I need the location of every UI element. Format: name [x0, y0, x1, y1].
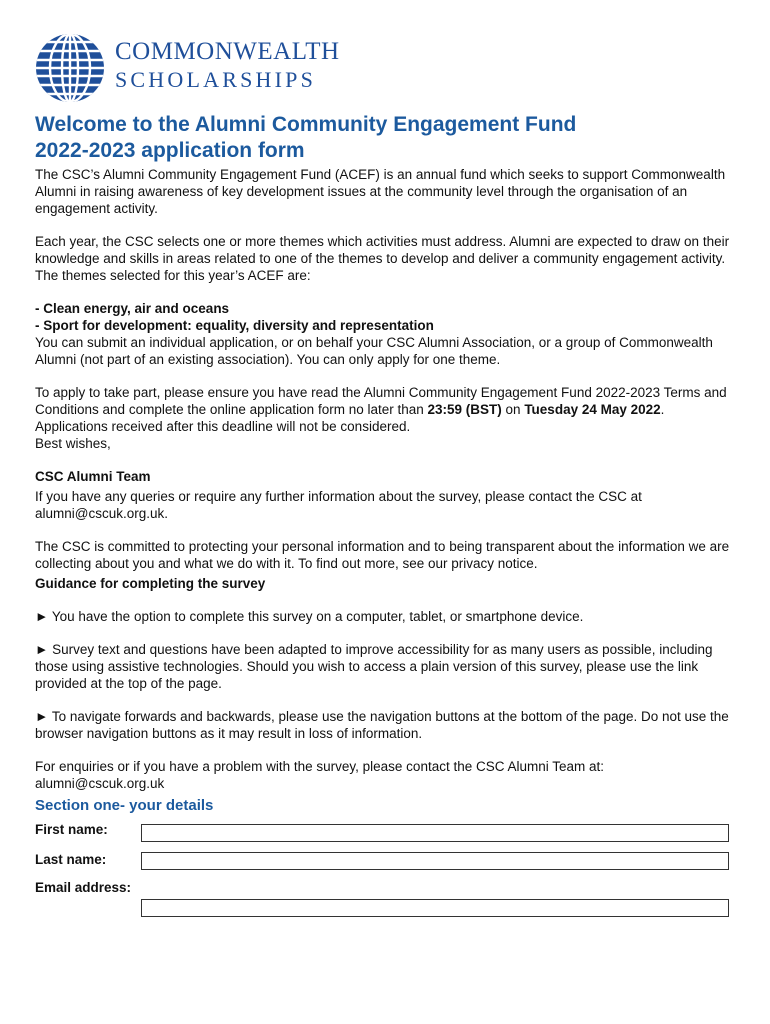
deadline-paragraph: To apply to take part, please ensure you have read the Alumni Community Engagement Fund 2022-2023 Terms and Conditions and complete the online application form no later than 23:59 (BST) on Tuesday 24 May 2022. Applications received after this deadline will not be considered. [35, 385, 727, 434]
last-name-input[interactable] [141, 852, 729, 870]
queries-paragraph: If you have any queries or require any further information about the survey, please contact the CSC at alumni@cscuk.org.uk. [35, 489, 642, 521]
section-one-heading: Section one- your details [35, 797, 214, 814]
deadline-date: Tuesday 24 May 2022 [524, 402, 661, 417]
guidance-heading: Guidance for completing the survey [35, 576, 266, 591]
main-content [35, 166, 735, 923]
email-label: Email address: [35, 880, 132, 895]
details-form [35, 821, 735, 923]
first-name-row [35, 821, 735, 851]
theme-1: - Clean energy, air and oceans [35, 301, 230, 316]
commonwealth-scholarships-logo [35, 33, 340, 109]
logo-line-1: COMMONWEALTH [115, 38, 340, 65]
intro-paragraph-2: Each year, the CSC selects one or more themes which activities must address. Alumni are expected to draw on their knowledge and skills in areas related to one of the themes to develop and deliver a community engagement activity. The themes selected for this year’s ACEF are: [35, 234, 730, 283]
logo-line-2: SCHOLARSHIPS [115, 67, 317, 92]
page-title [35, 112, 735, 164]
intro-paragraph-1: The CSC’s Alumni Community Engagement Fund (ACEF) is an annual fund which seeks to support Commonwealth Alumni in raising awareness of key development issues at the community level through the organisation of an engagement activity. [35, 167, 726, 216]
guidance-item-3: ► To navigate forwards and backwards, please use the navigation buttons at the bottom of the page. Do not use the browser navigation buttons as it may result in loss of information. [35, 709, 729, 741]
theme-2: - Sport for development: equality, diversity and representation [35, 318, 434, 333]
title-line-1: Welcome to the Alumni Community Engagement Fund [35, 113, 577, 136]
last-name-label: Last name: [35, 852, 107, 867]
globe-icon [35, 33, 105, 103]
intro-paragraph-3: You can submit an individual application, or on behalf your CSC Alumni Association, or a group of Commonwealth Alumni (not part of an existing association). You can only apply for one theme. [35, 335, 713, 367]
first-name-input[interactable] [141, 824, 729, 842]
guidance-item-2: ► Survey text and questions have been adapted to improve accessibility for as many users as possible, including those using assistive technologies. Should you wish to access a plain version of this survey, please use the link provided at the top of the page. [35, 642, 713, 691]
first-name-label: First name: [35, 822, 108, 837]
privacy-paragraph: The CSC is committed to protecting your personal information and to being transparent about the information we are collecting about you and what we do with it. To find out more, see our privacy notice. [35, 539, 730, 571]
guidance-item-1: ► You have the option to complete this survey on a computer, tablet, or smartphone device. [35, 609, 584, 624]
title-line-2: 2022-2023 application form [35, 139, 305, 162]
email-row [35, 879, 735, 923]
email-input[interactable] [141, 899, 729, 917]
enquiries-paragraph: For enquiries or if you have a problem with the survey, please contact the CSC Alumni Team at: alumni@cscuk.org.uk [35, 759, 605, 791]
signature-team: CSC Alumni Team [35, 469, 151, 484]
best-wishes: Best wishes, [35, 436, 111, 451]
deadline-time: 23:59 (BST) [427, 402, 502, 417]
last-name-row [35, 851, 735, 879]
